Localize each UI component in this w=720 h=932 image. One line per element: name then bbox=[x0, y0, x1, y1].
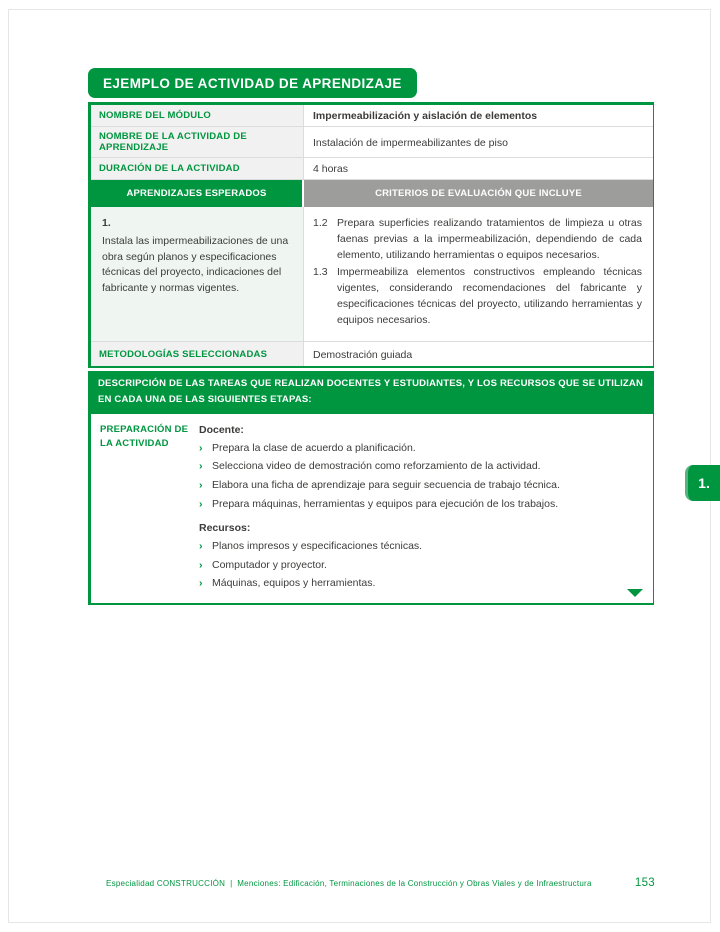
criterion-number: 1.3 bbox=[313, 266, 328, 279]
list-item-text: Computador y proyector. bbox=[212, 558, 327, 571]
chevron-bullet-icon: › bbox=[199, 497, 203, 510]
criterion-item bbox=[313, 216, 642, 263]
list-item bbox=[199, 459, 639, 474]
list-item bbox=[199, 441, 639, 456]
page-number: 153 bbox=[634, 877, 655, 889]
footer-specialty: Especialidad CONSTRUCCIÓN bbox=[106, 879, 226, 888]
list-item bbox=[199, 576, 639, 591]
table-row-activity-name bbox=[91, 127, 653, 158]
chevron-bullet-icon: › bbox=[199, 479, 203, 492]
footer-mentions: Menciones: Edificación, Terminaciones de la Construcción y Obras Viales y de Infraestructura bbox=[237, 879, 592, 888]
list-item-text: Prepara la clase de acuerdo a planificación. bbox=[212, 441, 416, 454]
list-item bbox=[199, 558, 639, 573]
list-item bbox=[199, 539, 639, 554]
expected-learning-cell bbox=[91, 207, 304, 341]
recursos-title: Recursos: bbox=[199, 521, 251, 534]
criterion-text: Impermeabiliza elementos constructivos empleando técnicas vigentes, considerando recomendaciones del fabricante y especificaciones técnicas del proyecto, utilizando herramientas y equipos necesarios. bbox=[337, 266, 642, 326]
table-row-module bbox=[91, 105, 653, 127]
chapter-tab: 1. bbox=[685, 465, 720, 501]
table-row-duration bbox=[91, 158, 653, 180]
section-headers bbox=[91, 180, 653, 207]
criterion-item bbox=[313, 265, 642, 328]
list-item-text: Selecciona video de demostración como reforzamiento de la actividad. bbox=[212, 460, 541, 473]
learning-body-row bbox=[91, 207, 653, 342]
module-value: Impermeabilización y aislación de elementos bbox=[313, 110, 538, 122]
document-content bbox=[88, 68, 654, 605]
duration-value: 4 horas bbox=[313, 163, 349, 175]
list-item bbox=[199, 478, 639, 493]
methodology-value: Demostración guiada bbox=[313, 348, 413, 361]
activity-name-value: Instalación de impermeabilizantes de piso bbox=[313, 136, 508, 149]
chevron-bullet-icon: › bbox=[199, 558, 203, 571]
activity-table bbox=[88, 102, 654, 368]
list-item-text: Planos impresos y especificaciones técnicas. bbox=[212, 539, 423, 552]
module-label: NOMBRE DEL MÓDULO bbox=[91, 105, 304, 126]
chevron-bullet-icon: › bbox=[199, 460, 203, 473]
preparation-content bbox=[197, 414, 653, 604]
continuation-arrow-icon bbox=[627, 589, 643, 597]
list-item-text: Elabora una ficha de aprendizaje para seguir secuencia de trabajo técnica. bbox=[212, 479, 560, 492]
evaluation-criteria-header: CRITERIOS DE EVALUACIÓN QUE INCLUYE bbox=[304, 180, 653, 207]
learning-text: Instala las impermeabilizaciones de una obra según planos y especificaciones técnicas del proyecto, indicaciones del fabricante y normas vigentes. bbox=[102, 234, 289, 294]
criterion-number: 1.2 bbox=[313, 217, 328, 229]
list-item-text: Prepara máquinas, herramientas y equipos para ejecución de los trabajos. bbox=[212, 497, 559, 510]
list-item bbox=[199, 497, 639, 512]
table-row-methodology bbox=[91, 342, 653, 366]
criterion-text: Prepara superficies realizando tratamientos de limpieza u otras faenas previas a la impermeabilización, dependiendo de cada elemento, utilizando herramientas o equipos necesarios. bbox=[337, 217, 642, 261]
docente-title: Docente: bbox=[199, 423, 244, 436]
chevron-bullet-icon: › bbox=[199, 539, 203, 552]
footer-separator: | bbox=[230, 879, 233, 888]
duration-label: DURACIÓN DE LA ACTIVIDAD bbox=[91, 158, 304, 179]
list-item-text: Máquinas, equipos y herramientas. bbox=[212, 577, 376, 590]
criteria-cell bbox=[304, 207, 653, 341]
chevron-bullet-icon: › bbox=[199, 577, 203, 590]
page-footer bbox=[106, 877, 655, 889]
activity-name-label: NOMBRE DE LA ACTIVIDAD DE APRENDIZAJE bbox=[91, 127, 304, 157]
chevron-bullet-icon: › bbox=[199, 441, 203, 454]
page-title: EJEMPLO DE ACTIVIDAD DE APRENDIZAJE bbox=[88, 68, 417, 98]
description-banner: DESCRIPCIÓN DE LAS TAREAS QUE REALIZAN DOCENTES Y ESTUDIANTES, Y LOS RECURSOS QUE SE UTILIZAN EN CADA UNA DE LAS SIGUIENTES ETAPAS: bbox=[88, 371, 654, 413]
preparation-section bbox=[88, 414, 654, 606]
methodology-label: METODOLOGÍAS SELECCIONADAS bbox=[91, 342, 304, 366]
preparation-label: PREPARACIÓN DE LA ACTIVIDAD bbox=[100, 423, 189, 450]
expected-learnings-header: APRENDIZAJES ESPERADOS bbox=[91, 180, 304, 207]
learning-number: 1. bbox=[102, 217, 111, 229]
